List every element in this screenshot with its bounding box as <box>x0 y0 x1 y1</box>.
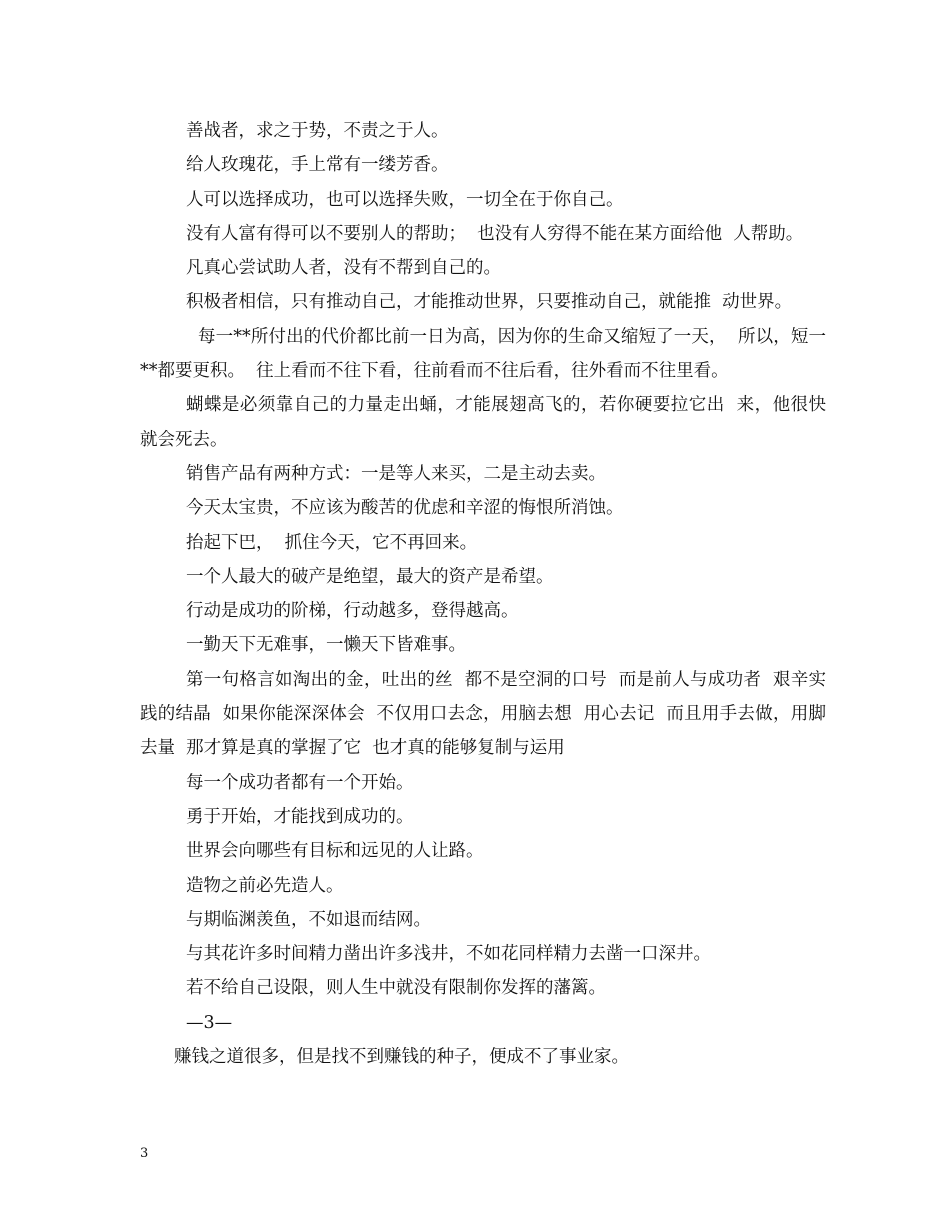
paragraph: 与期临渊羡鱼，不如退而结网。 <box>186 909 431 930</box>
paragraph: 若不给自己设限，则人生中就没有限制你发挥的藩篱。 <box>186 978 606 999</box>
body-text <box>140 114 826 1074</box>
paragraph: 积极者相信，只有推动自己，才能推动世界，只要推动自己，就能推 动世界。 <box>186 292 793 313</box>
paragraph: 行动是成功的阶梯，行动越多，登得越高。 <box>186 601 519 622</box>
paragraph: 善战者，求之于势，不责之于人。 <box>186 121 449 141</box>
paragraph: 赚钱之道很多，但是找不到赚钱的种子，便成不了事业家。 <box>174 1047 629 1068</box>
paragraph: 抬起下巴， 抓住今天，它不再回来。 <box>186 532 478 553</box>
paragraph: 人可以选择成功，也可以选择失败，一切全在于你自己。 <box>186 189 624 210</box>
paragraph: 每一个成功者都有一个开始。 <box>186 772 414 793</box>
paragraph: 凡真心尝试助人者，没有不帮到自己的。 <box>186 258 501 279</box>
paragraph: 给人玫瑰花，手上常有一缕芳香。 <box>186 155 449 176</box>
paragraph: 与其花许多时间精力凿出许多浅井，不如花同样精力去凿一口深井。 <box>186 944 711 965</box>
paragraph: 每一**所付出的代价都比前一日为高，因为你的生命又缩短了一天， 所以，短一**都要更积。 往上看而不往下看，往前看而不往后看，往外看而不往里看。 <box>140 326 826 382</box>
paragraph: 蝴蝶是必须靠自己的力量走出蛹，才能展翅高飞的，若你硬要拉它出 来，他很快就会死去。 <box>140 395 826 450</box>
paragraph: 世界会向哪些有目标和远见的人让路。 <box>186 841 484 862</box>
paragraph: 第一句格言如淘出的金，吐出的丝 都不是空洞的口号 而是前人与成功者 艰辛实践的结晶 如果你能深深体会 不仅用口去念，用脑去想 用心去记 而且用手去做，用脚去量 那才算是真的掌握了它 也才真的能够复制与运用 <box>140 669 826 759</box>
paragraph: 销售产品有两种方式：一是等人来买，二是主动去卖。 <box>186 463 606 484</box>
inline-page-marker: —3— <box>186 1012 233 1033</box>
paragraph: 没有人富有得可以不要别人的帮助； 也没有人穷得不能在某方面给他 人帮助。 <box>186 223 804 244</box>
page-number: 3 <box>140 1146 149 1161</box>
paragraph: 一个人最大的破产是绝望，最大的资产是希望。 <box>186 566 554 587</box>
paragraph: 造物之前必先造人。 <box>186 875 344 896</box>
paragraph: 勇于开始，才能找到成功的。 <box>186 806 414 827</box>
paragraph: 今天太宝贵，不应该为酸苦的优虑和辛涩的悔恨所消蚀。 <box>186 498 624 519</box>
paragraph: 一勤天下无难事，一懒天下皆难事。 <box>186 635 466 656</box>
